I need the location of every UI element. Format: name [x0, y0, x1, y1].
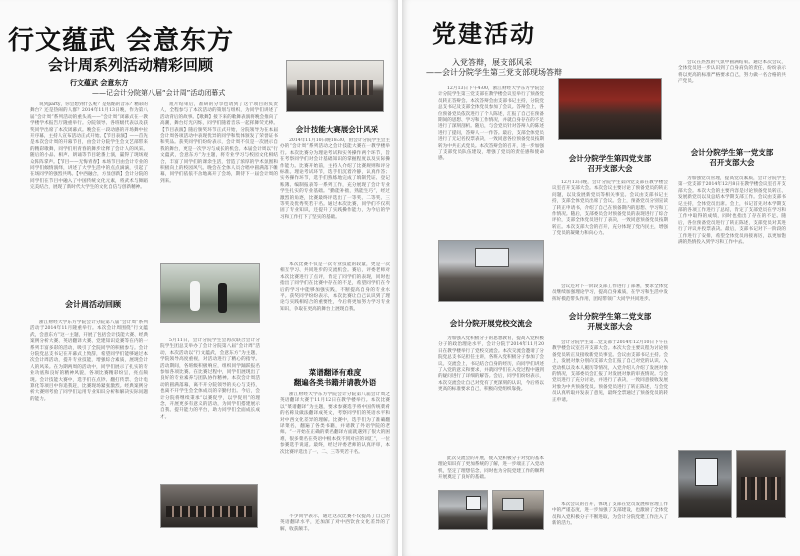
- article7-column-1: 12月13日晚，会计分院学生第四党支部在教学楼会议室召开支部大会。本次会议主要讨论了预备党员的转正问题，以及发展新党员等相关事宜。会议由支部书记主持，支部全体党员出席了会议。会上，预备党员分别宣读了转正申请书，介绍了自己在预备期内的思想、学习和工作情况。随后，支部委员会对预备党员的表现进行了综合评价，支部全体党员进行了表决，一致同意预备党员按期转正。本次支部大会的召开，充分体现了党内民主，增强了党员的凝聚力和向心力。: [552, 180, 668, 237]
- article9-column-2: 会议在热烈的气氛中圆满结束。通过本次会议，全体党员进一步认识到了自身肩负的责任，纷纷表示将以更高的标准严格要求自己，努力做一名合格的共产党员。: [678, 60, 786, 85]
- lecture-photo-1: [438, 490, 488, 530]
- article8-title: 会计分院学生第二党支部 开展支部大会: [568, 312, 652, 331]
- article8-column-1: 会计分院学生第二党支部于2014年12月10日下午在教学楼会议室召开支部大会。本次大会主要议程为讨论预备党员转正及接收新党员事宜。会议由支部书记主持。会上，发展对象分别向支部大会汇报了自己对党的认识、入党动机以及本人履历等情况，入党介绍人介绍了发展对象的情况，支部委员会汇报了对发展对象的审查情况。与会党员进行了充分讨论，并进行了表决，一致同意接收发展对象为中共预备党员。预备党员进行了转正陈述，与会党员认真听取并发表了意见，最终全票通过了预备党员的转正申请。: [552, 340, 668, 403]
- article9-title: 会计分院学生第一党支部 召开支部大会: [690, 148, 774, 167]
- article8-column-2: 本次会议的召开，体现了支部在党员发展和管理工作中的严谨态度，进一步加强了支部建设，也激励了全体党员和入党积极分子不断进取，为会计分院党建工作注入了新的活力。: [552, 502, 668, 527]
- article7-column-2: 会议还对下一阶段支部工作进行了部署，要求全体党员继续加强理论学习，提高自身素质，在学习和生活中发挥好模范带头作用，团结带领广大同学共同进步。: [552, 284, 668, 302]
- main-title: 行文蕴武 会意东方: [8, 26, 235, 56]
- article2-column-2: 5月11日，会计分院学生会再次联合会计分院学生团总支举办了会计分院第八届“会计周”活动，本次活动以“行文蕴武，会意东方”为主题，学院领导高度重视，对活动进行了精心的指导。活动期间，各班级积极响应，组织同学踊跃报名参加各项比赛。在比赛过程中，同学们展现出了良好的专业素养与团队协作精神。本次会计周活动的圆满落幕，离不开分院领导的关心与支持，也离不开学生会全体成员的辛勤付出。今后，会计分院将继续秉承“以赛促学，以学促用”的理念，开展更多有意义的活动，为同学们搭建展示自我、提升能力的平台，助力同学们全面成长成才。: [160, 338, 260, 420]
- event-stage-photo: [160, 484, 258, 528]
- article4-title: 菜谱翻译有难度 翻遍各类书籍并请教外语: [293, 368, 377, 387]
- article1-title: 行文蕴武 会意东方: [70, 79, 129, 87]
- article4-column-2: 不少同学表示，通过这次比赛不仅提高了自己的英语翻译水平，还加深了对中西饮食文化差异的了解，收获颇丰。: [280, 514, 390, 532]
- article2-column-1: 浙江财经大学东方学院会计分院第八届“会计周”系列活动于2014年11月隆重举行。本次会计周围绕“行文蕴武，会意东方”这一主题，开展了包括会计技能大赛、经典案例分析大赛、英语翻译大赛、党建知识竞赛等在内的一系列丰富多彩的活动，吸引了全院同学的积极参与。会计分院党总支书记在开幕式上致辞，希望同学们能够通过本次会计周活动，提升专业技能，增强综合素质，展现会计人的风采。在为期两周的活动中，同学们展示了扎实的专业功底和良好的精神风貌，各项比赛精彩纷呈，亮点频现。会计技能大赛中，选手们在点钞、翻打传票、会计电算化等项目中你追我赶，比赛现场紧张激烈。经典案例分析大赛则考验了同学们运用专业知识分析和解决实际问题的能力。: [30, 320, 148, 402]
- right-page: [402, 0, 800, 556]
- article7-title: 会计分院学生第四党支部 召开支部大会: [568, 154, 652, 173]
- party-building-subtitle-1: 入党答辩，展支部风采: [452, 58, 532, 67]
- article3-column-2: 本次比赛不仅是一次专业技能的较量，更是一次相互学习、共同进步的交流机会。赛后，评委老师对本次比赛进行了点评，肯定了同学们的表现，同时也指出了同学们在比赛中存在的不足，希望同学们在今后的学习中能够加强实践，不断提高自身的专业水平。获奖同学纷纷表示，本次比赛让自己认识到了理论与实践相结合的重要性，今后将更加努力学习专业知识，争取在更高的舞台上展现自我。: [280, 262, 390, 312]
- series-title: 会计周系列活动精彩回顾: [48, 56, 214, 74]
- article1-column-1: 说到party，你会想到什么呢？是炫酷的音乐？精彩的舞台？还是热闹的人群？2014年11月13日晚，作为第八届“会计周”系列活动的重头戏——“会计周”闭幕式在一教学楼学术报告厅隆重举行。分院领导、各班级代表以及获奖同学出席了本次闭幕式。晚会在一段动感的开场舞中拉开序幕，主持人宣布活动正式开始。【节目表演】——首先是本次会计周的开幕节目，由会计分院学生会文艺部带来的精彩歌舞，同学们用青春的舞步诠释了会计人的风采。随后的小品、相声、朗诵等节目轮番上演，赢得了现场观众阵阵掌声。【节目——无悔青春】本场节目由会计专业的同学们倾情演绎，讲述了大学生活中的点点滴滴，引起了在场同学的强烈共鸣。【中西融合，方显创新】会计分院的同学们在节目中融入了中国传统文化元素，将武术与舞蹈完美结合，展现了新时代大学生的文化自信与创新精神。: [30, 102, 148, 191]
- article6-column-2: 此次交流会的开展，使入党积极分子对党的基本理论知识有了更加系统的了解，进一步端正了入党动机，坚定了理想信念，同时也为分院党建工作的顺利开展奠定了良好的基础。: [438, 456, 544, 481]
- party-school-classroom-photo: [438, 240, 544, 302]
- fourth-branch-group-photo: [558, 78, 662, 140]
- article6-title: 会计分院开展党校交流会: [449, 319, 533, 328]
- article3-title: 会计技能大赛展会计风采: [295, 125, 379, 134]
- article5-column-1: 12月13日下午4:00，浙江财经大学东方学院会计分院学生第三党支部在教学楼会议室举行了预备党员转正答辩会。本次答辩会由支部书记主持，分院党总支书记及支部全体党员参加了会议。答辩会上，各位预备党员依次进行了个人陈述，汇报了自己在预备期间的思想、学习和工作情况，并就自身存在的不足进行了深刻剖析。随后，与会党员针对答辩人的陈述进行了提问，答辩人一一作答。最后，支部全体党员进行了无记名投票表决，一致同意各位预备党员按期转为中共正式党员。本次答辩会的召开，进一步加强了支部党员队伍建设，增强了党员的责任感和使命感。: [438, 86, 544, 162]
- wedding-performance-photo: [160, 263, 260, 323]
- article4-column-1: 浙江财经大学东方学院会计分院第八届会计周之英语翻译大赛于11月12日在教学楼举行。本次比赛以“菜谱翻译”为主题，要求参赛选手将中国传统菜肴的名称及做法翻译成英文，考察同学们的英语水平和对中西文化差异的理解。比赛中，选手们为了准确翻译菜名，翻遍了各类书籍，并请教了外语学院的老师。“一开始在正确的菜名翻译方面就遇到了很大的困难，很多菜名在英语中根本找不到对应的词汇”，一位参赛选手说道。最终，经过评委老师的认真评审，本次比赛评选出了一、二、三等奖若干名。: [280, 392, 390, 455]
- party-building-title: 党建活动: [432, 19, 536, 48]
- party-building-subtitle-2: ——会计分院学生第三党支部现场答辩: [426, 68, 562, 77]
- article1-column-2: 短片结束后，准研的分享也请到了这个项目的负责人，全程参与了本次活动的策划与组织，为同学们讲述了活动背后的故事。【歌舞】接下来的歌舞表演将晚会推向了高潮，舞台灯光闪烁，同学们随着音乐一起挥舞荧光棒。【节目表演】随后颁奖环节正式开始，分院领导为在本届会计周各项活动中表现优异的同学和集体颁发了荣誉证书和奖品。获奖同学们纷纷表示，会计周不仅是一次展示自我的舞台，更是一次学习与成长的机会。本届会计周以“行文蕴武，会意东方”为主题，将专业学习与校园文化相结合，丰富了同学们的课余生活，营造了浓厚的学术氛围和积极向上的校园风气。晚会在全体人员合唱中圆满落下帷幕，同学们依依不舍地离开了会场，期待下一届会计周的到来。: [160, 102, 278, 184]
- first-branch-meeting-photo-1: [678, 450, 732, 518]
- article9-column-1: 为加强党员管理，提高党员素质，会计分院学生第一党支部于2014年12月8日在教学楼会议室召开支部大会。本次大会的主要内容是讨论预备党员转正、发展新党员以及总结本学期支部工作。会议由支部书记主持，全体党员出席。会上，书记首先对本学期支部的各项工作进行了总结，肯定了支部党员在学习和工作中取得的成绩，同时也指出了存在的不足。随后，各位预备党员进行了转正陈述，支部党员对其进行了评议并投票表决。最后，支部书记对下一阶段的工作进行了安排，希望全体党员再接再厉，以更加饱满的热情投入到学习和工作中去。: [678, 176, 786, 246]
- article3-column-1: 2014年11月10日晚18:30，由会计分院学生会主办的“会计周”系列活动之会计技能大赛在一教学楼举行。本次比赛分为理论考试和实务操作两个环节，旨在考察同学们对会计基础知识的掌握程度以及实际操作能力。比赛开始前，主持人介绍了比赛规则和评分标准。理论考试环节，选手们沉着冷静，认真作答；实务操作环节，选手们熟练地完成了填制凭证、登记账簿、编制报表等一系列工作，充分展现了会计专业学生扎实的专业基础。“勤能补拙，熟能生巧”，经过激烈的角逐，比赛最终评选出了一等奖、二等奖、三等奖及优秀奖若干名。通过本次比赛，同学们不仅巩固了专业知识，还提升了实践操作能力，为今后的学习和工作打下了坚实的基础。: [280, 138, 390, 220]
- skills-contest-group-photo: [286, 60, 384, 112]
- lecture-photo-2: [492, 490, 544, 530]
- article6-column-1: 为加强入党积极分子的思想教育，提高入党积极分子的政治理论水平，会计分院于2014年11月20日在教学楼举行了党校交流会。本次交流会邀请了分院党总支书记担任主讲，各班入党积极分子参加了会议。交流会上，书记结合自身的经历，向同学们讲述了入党的意义和要求，并就同学们在入党过程中遇到的疑问进行了详细的解答。会后，同学们纷纷表示，本次交流会让自己对党有了更深刻的认识，今后将以更高的标准要求自己，积极向党组织靠拢。: [438, 336, 544, 393]
- article2-title: 会计周活动回顾: [65, 300, 121, 309]
- left-page: [0, 0, 398, 556]
- first-branch-meeting-photo-2: [736, 450, 786, 518]
- article1-subtitle: ——记会计分院第八届“会计周”活动闭幕式: [92, 89, 226, 97]
